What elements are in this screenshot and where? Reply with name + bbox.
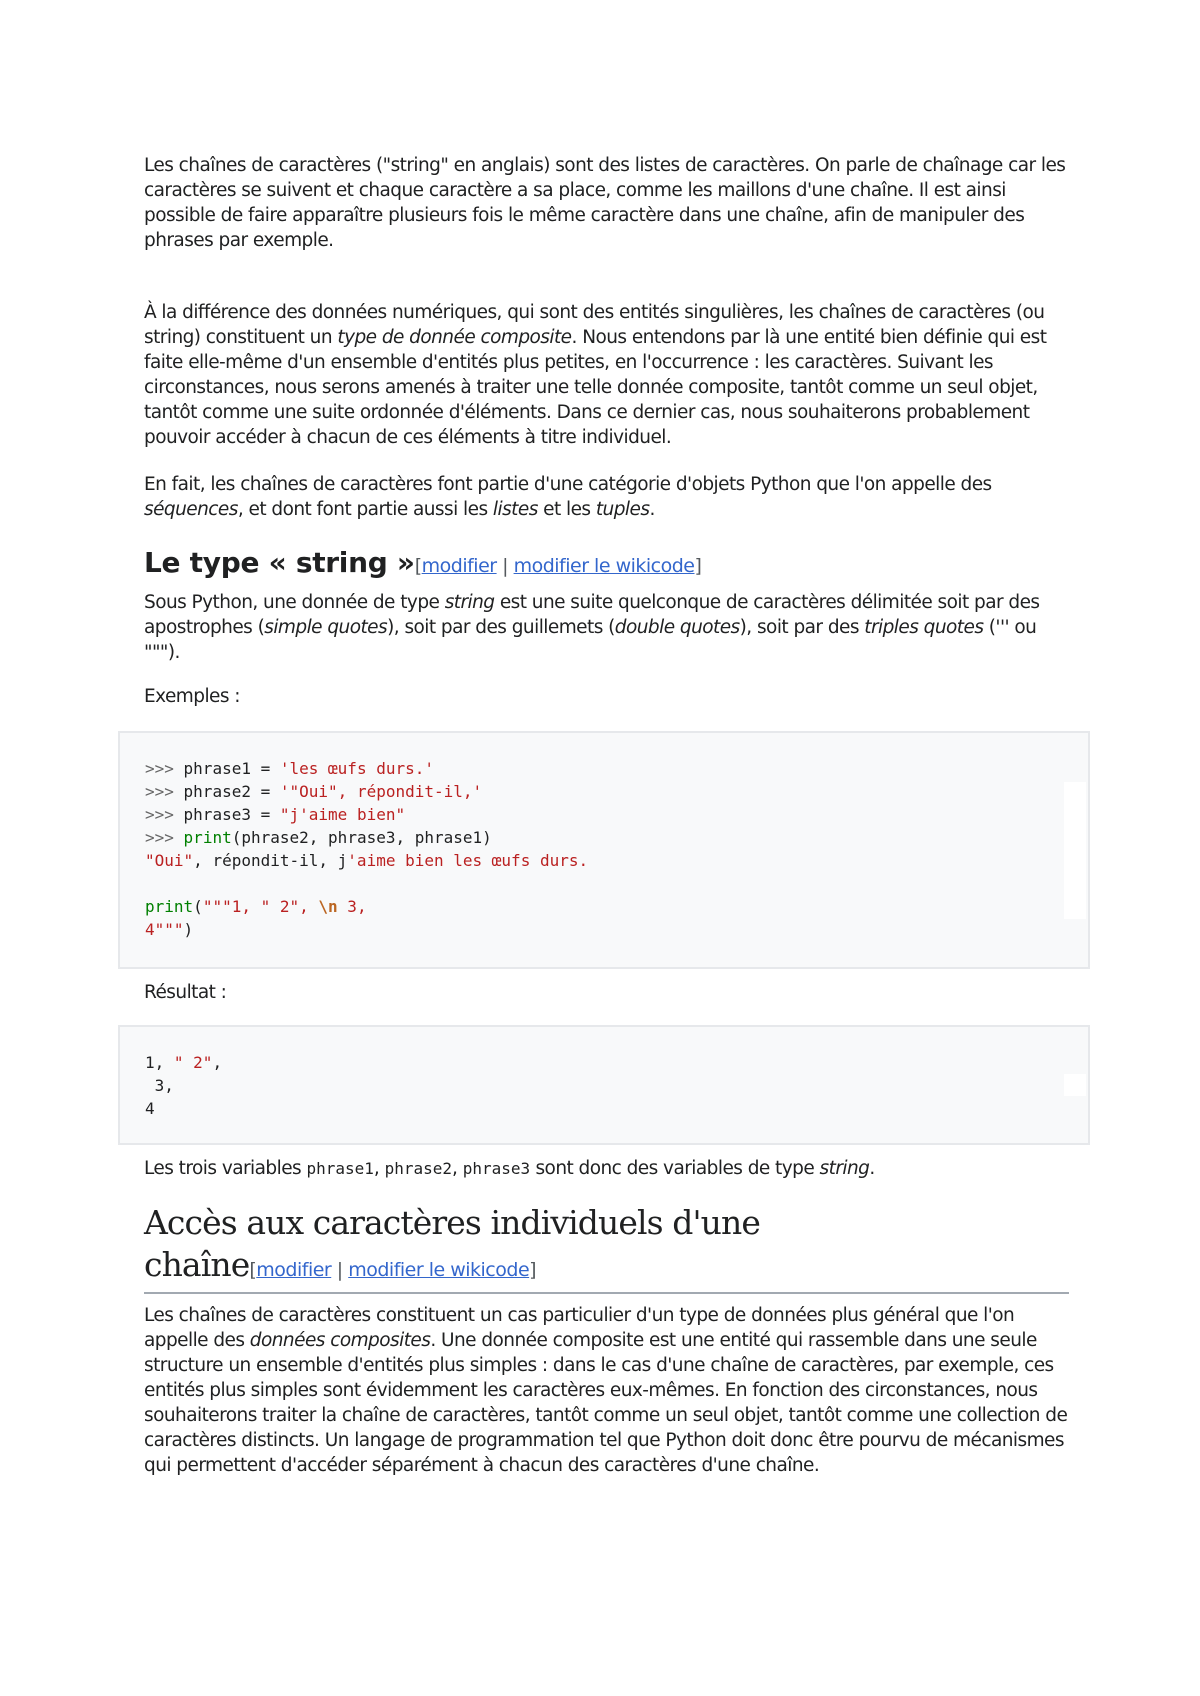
emphasis-text: string <box>819 1158 870 1179</box>
output-string: 'aime bien les œufs durs. <box>347 851 589 870</box>
string-literal: 3, <box>337 897 367 916</box>
bracket-close: ] <box>694 555 702 577</box>
text-run: En fait, les chaînes de caractères font partie d'une catégorie d'objets Python que l'on appelle des <box>144 474 992 495</box>
result-listing <box>145 1051 222 1120</box>
link-separator: | <box>496 555 514 577</box>
text-run: ), soit par des guillemets ( <box>387 617 615 638</box>
edit-wikicode-link[interactable]: modifier le wikicode <box>513 555 695 577</box>
text-run: . <box>869 1158 875 1179</box>
emphasis-text: triples quotes <box>864 617 984 638</box>
emphasis-text: type de donnée composite <box>337 327 572 348</box>
composite-type-paragraph <box>144 300 1069 450</box>
code-text: ) <box>183 920 194 939</box>
result-label: Résultat : <box>144 982 227 1003</box>
emphasis-text: simple quotes <box>264 617 388 638</box>
string-definition-paragraph <box>144 590 1069 665</box>
section-heading-character-access <box>144 1202 1069 1294</box>
inline-code: phrase2 <box>384 1159 453 1178</box>
text-run: À la différence des données numériques, qui sont des entités singulières, les chaînes de caractères (ou string) constituent un <box>144 302 1045 348</box>
bracket-close: ] <box>529 1259 537 1281</box>
output-text: , répondit-il, j <box>193 851 348 870</box>
text-run: et les <box>537 499 596 520</box>
text-run: est une suite quelconque de caractères délimitée soit par des apostrophes ( <box>144 592 1040 638</box>
prompt: >>> <box>145 805 174 824</box>
bracket-open: [ <box>414 555 422 577</box>
inline-code: phrase1 <box>306 1159 374 1178</box>
keyword: print <box>145 897 194 916</box>
emphasis-text: séquences <box>144 499 238 520</box>
text-run: . Nous entendons par là une entité bien définie qui est faite elle-même d'un ensemble d'entités plus petites, en l'occurrence : les caractères. Suivant les circonstances, nous serons amenés à traiter une telle donnée composite, tantôt comme un seul objet, tantôt comme une suite ordonnée d'éléments. Dans ce dernier cas, nous souhaiterons probablement pouvoir accéder à chacun de ces éléments à titre individuel. <box>144 327 1047 448</box>
composite-data-paragraph <box>144 1303 1069 1478</box>
link-separator: | <box>331 1259 349 1281</box>
examples-label: Exemples : <box>144 686 240 707</box>
sequences-paragraph <box>144 472 1069 522</box>
code-text: phrase2 = <box>173 782 280 801</box>
text-run: ), soit par des <box>739 617 865 638</box>
edit-link[interactable]: modifier <box>421 555 497 577</box>
inline-code: phrase3 <box>462 1159 531 1178</box>
variables-paragraph <box>144 1156 1069 1181</box>
string-literal: "j'aime bien" <box>279 805 406 824</box>
keyword: print <box>183 828 232 847</box>
text-run: , <box>373 1158 385 1179</box>
string-literal: 'les œufs durs.' <box>279 759 434 778</box>
heading-text: Le type « string » <box>144 546 415 579</box>
section-heading-string-type <box>144 546 1069 583</box>
edit-link[interactable]: modifier <box>256 1259 332 1281</box>
code-text <box>174 828 184 847</box>
code-block-result <box>118 1025 1090 1145</box>
code-text: phrase3 = <box>173 805 280 824</box>
text-run: . Une donnée composite est une entité qui rassemble dans une seule structure un ensemble d'entités plus simples : dans le cas d'une chaîne de caractères, par exemple, ces entités plus simples sont évidemment les caractères eux-mêmes. En fonction des circonstances, nous souhaiterons traiter la chaîne de caractères, tantôt comme un seul objet, tantôt comme une collection de caractères distincts. Un langage de programmation tel que Python doit donc être pourvu de mécanismes qui permettent d'accéder séparément à chacun des caractères d'une chaîne. <box>144 1330 1068 1476</box>
string-literal: """1, " 2", <box>202 897 319 916</box>
heading-text-line1: Accès aux caractères individuels d'une <box>144 1203 760 1242</box>
scroll-gap <box>1064 1074 1086 1096</box>
intro-paragraph: Les chaînes de caractères ("string" en anglais) sont des listes de caractères. On parle de chaînage car les caractères se suivent et chaque caractère a sa place, comme les maillons d'une chaîne. Il est ainsi possible de faire apparaître plusieurs fois le même caractère dans une chaîne, afin de manipuler des phrases par exemple. <box>144 155 1066 251</box>
code-listing <box>145 757 588 941</box>
escape-sequence: \n <box>318 897 338 916</box>
emphasis-text: listes <box>492 499 538 520</box>
edit-section-links <box>249 1259 536 1281</box>
text-run: Les chaînes de caractères constituent un cas particulier d'un type de données plus général que l'on appelle des <box>144 1305 1015 1351</box>
code-text: (phrase2, phrase3, phrase1) <box>231 828 492 847</box>
prompt: >>> <box>145 828 174 847</box>
emphasis-text: double quotes <box>614 617 740 638</box>
heading-text-line2: chaîne <box>144 1245 250 1284</box>
code-text: phrase1 = <box>173 759 280 778</box>
edit-wikicode-link[interactable]: modifier le wikicode <box>348 1259 530 1281</box>
code-text: 1, <box>145 1053 174 1072</box>
string-literal: 4""" <box>145 920 184 939</box>
text-run: (''' ou """). <box>144 617 1037 663</box>
bracket-open: [ <box>249 1259 257 1281</box>
edit-section-links <box>415 555 702 577</box>
prompt: >>> <box>145 782 174 801</box>
article-content <box>144 153 1069 1495</box>
prompt: >>> <box>145 759 174 778</box>
scroll-gap <box>1064 782 1086 919</box>
code-text: ( <box>193 897 203 916</box>
text-run: Sous Python, une donnée de type <box>144 592 445 613</box>
emphasis-text: tuples <box>595 499 650 520</box>
emphasis-text: données composites <box>249 1330 431 1351</box>
code-block-examples <box>118 731 1090 969</box>
text-run: . <box>649 499 655 520</box>
string-literal: " 2" <box>173 1053 213 1072</box>
code-text: 4 <box>145 1099 155 1118</box>
code-text: , <box>212 1053 223 1072</box>
output-string: "Oui" <box>145 851 194 870</box>
text-run: , et dont font partie aussi les <box>237 499 493 520</box>
emphasis-text: string <box>444 592 495 613</box>
string-literal: '"Oui", répondit-il,' <box>279 782 483 801</box>
text-run: Les trois variables <box>144 1158 307 1179</box>
text-run: , <box>452 1158 463 1179</box>
text-run: sont donc des variables de type <box>530 1158 820 1179</box>
code-text: 3, <box>145 1076 174 1095</box>
